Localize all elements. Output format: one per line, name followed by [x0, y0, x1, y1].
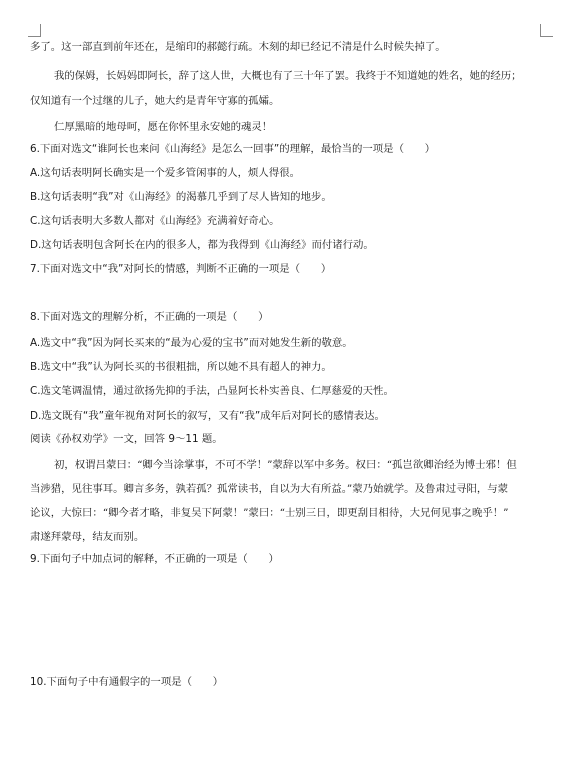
- question-8-option-d: D.选文既有“我”童年视角对阿长的叙写，又有“我”成年后对阿长的感情表达。: [30, 410, 385, 422]
- page-corner-mark-top-right: [540, 24, 553, 37]
- question-8-option-a: A.选文中“我”因为阿长买来的“最为心爱的宝书”而对她发生新的敬意。: [30, 337, 353, 349]
- question-8-option-c: C.选文笔调温情，通过欲扬先抑的手法，凸显阿长朴实善良、仁厚慈爱的天性。: [30, 385, 394, 397]
- passage-line: 仁厚黑暗的地母呵，愿在你怀里永安她的魂灵！: [54, 121, 273, 133]
- passage-line: 仅知道有一个过继的儿子，她大约是青年守寡的孤孀。: [30, 95, 280, 107]
- question-7-stem: 7.下面对选文中“我”对阿长的情感，判断不正确的一项是（ ）: [30, 263, 332, 275]
- passage-line: 论议，大惊曰：“卿今者才略，非复吴下阿蒙！”蒙曰：“士别三日，即更刮目相待，大兄何见事之晚乎！”: [30, 507, 509, 519]
- question-9-stem: 9.下面句子中加点词的解释，不正确的一项是（ ）: [30, 553, 279, 565]
- question-6-option-c: C.这句话表明大多数人都对《山海经》充满着好奇心。: [30, 215, 280, 227]
- page-corner-mark-top-left: [28, 24, 41, 37]
- passage-line: 初，权谓吕蒙曰：“卿今当涂掌事，不可不学！”蒙辞以军中多务。权曰：“孤岂欲卿治经为博士邪！但: [54, 459, 517, 471]
- question-8-option-b: B.选文中“我”认为阿长买的书很粗拙，所以她不具有超人的神力。: [30, 361, 332, 373]
- passage-line: 多了。这一部直到前年还在，是缩印的郝懿行疏。木刻的却已经记不清是什么时候失掉了。: [30, 41, 446, 53]
- question-6-option-b: B.这句话表明“我”对《山海经》的渴慕几乎到了尽人皆知的地步。: [30, 191, 332, 203]
- question-6-option-d: D.这句话表明包含阿长在内的很多人，都为我得到《山海经》而付诸行动。: [30, 239, 374, 251]
- passage-line: 当涉猎，见往事耳。卿言多务，孰若孤？孤常读书，自以为大有所益。”蒙乃始就学。及鲁肃过寻阳，与蒙: [30, 483, 509, 495]
- passage-line: 肃遂拜蒙母，结友而别。: [30, 531, 145, 543]
- passage-line: 我的保姆，长妈妈即阿长，辞了这人世，大概也有了三十年了罢。我终于不知道她的姓名，她的经历；: [54, 70, 522, 82]
- question-8-stem: 8.下面对选文的理解分析，不正确的一项是（ ）: [30, 311, 269, 323]
- question-10-stem: 10.下面句子中有通假字的一项是（ ）: [30, 676, 224, 688]
- reading-intro: 阅读《孙权劝学》一文，回答 9～11 题。: [30, 433, 223, 445]
- question-6-stem: 6.下面对选文“谁阿长也来问《山海经》是怎么一回事”的理解，最恰当的一项是（ ）: [30, 143, 436, 155]
- question-6-option-a: A.这句话表明阿长确实是一个爱多管闲事的人，烦人得很。: [30, 167, 300, 179]
